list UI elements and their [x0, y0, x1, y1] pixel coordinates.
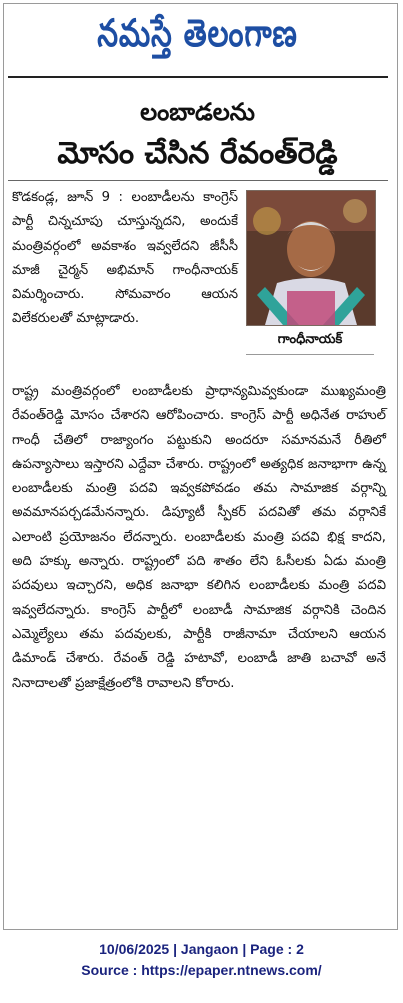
caption-divider — [246, 354, 374, 355]
portrait-illustration — [247, 191, 375, 325]
masthead-title: నమస్తే తెలంగాణ — [97, 9, 298, 55]
masthead-divider — [8, 76, 388, 78]
footer-source: Source : https://epaper.ntnews.com/ — [81, 962, 322, 978]
article-full-text: రాష్ట్ర మంత్రివర్గంలో లంబాడీలకు ప్రాధాన్యమివ్వకుండా ముఖ్యమంత్రి రేవంత్‌రెడ్డి మోసం చేశారని ఆరోపించారు. కాంగ్రెస్ పార్టీ అధినేత రాహుల్ గాంధీ చేతిలో రాజ్యాంగం పట్టుకుని అందరూ సమానమనే రీతిలో ఉపన్యాసాలు ఇస్తారని ఎద్దేవా చేశారు. రాష్ట్రంలో అత్యధిక జనాభాగా ఉన్న లంబాడీలకు మంత్రి పదవి ఇవ్వకపోవడం తమ సామాజిక వర్గాన్ని అవమానపర్చడమేనన్నారు. డిప్యూటీ స్పీకర్ పదవితో తమ వర్గానికే ఎలాంటి ప్రయోజనం లేదన్నారు. లంబాడీలకు మంత్రి పదవి భిక్ష కాదని, అది హక్కు అన్నారు. రాష్ట్రంలో పది శాతం లేని ఓసీలకు ఏడు మంత్రి పదవులు ఇచ్చారని, అధిక జనాభా కలిగిన లంబాడీలకు మంత్రి పదవి ఇవ్వలేదన్నారు. కాంగ్రెస్ పార్టీలో లంబాడీ సామాజిక వర్గానికి చెందిన ఎమ్మెల్యేలు తమ పదవులకు, పార్టీకి రాజీనామా చేయాలని ఆయన డిమాండ్ చేశారు. రేవంత్ రెడ్డి హటావో, లంబాడీ జాతి బచావో అనే నినాదాలతో ప్రజాక్షేత్రంలోకి రావాలని కోరారు. — [12, 384, 386, 691]
headline-line-1: లంబాడలను — [140, 98, 255, 126]
masthead — [6, 4, 389, 70]
footer-date-edition: 10/06/2025 | Jangaon | Page : 2 — [99, 941, 304, 957]
headline-line-2: మోసం చేసిన రేవంత్‌రెడ్డి — [57, 136, 338, 171]
headline-divider — [8, 180, 388, 181]
photo-caption: గాంధీనాయక్ — [277, 332, 343, 347]
article-column-text: కొడకండ్ల, జూన్ 9 : లంబాడీలను కాంగ్రెస్ పార్టీ చిన్నచూపు చూస్తున్నదని, అందుకే మంత్రివర్గంలో అవకాశం ఇవ్వలేదని జీసీసీ మాజీ చైర్మన్ అభిమాన్ గాంధీనాయక్ విమర్శించారు. సోమవారం ఆయన విలేకరులతో మాట్లాడారు. — [12, 190, 238, 327]
portrait-photo — [246, 190, 376, 326]
